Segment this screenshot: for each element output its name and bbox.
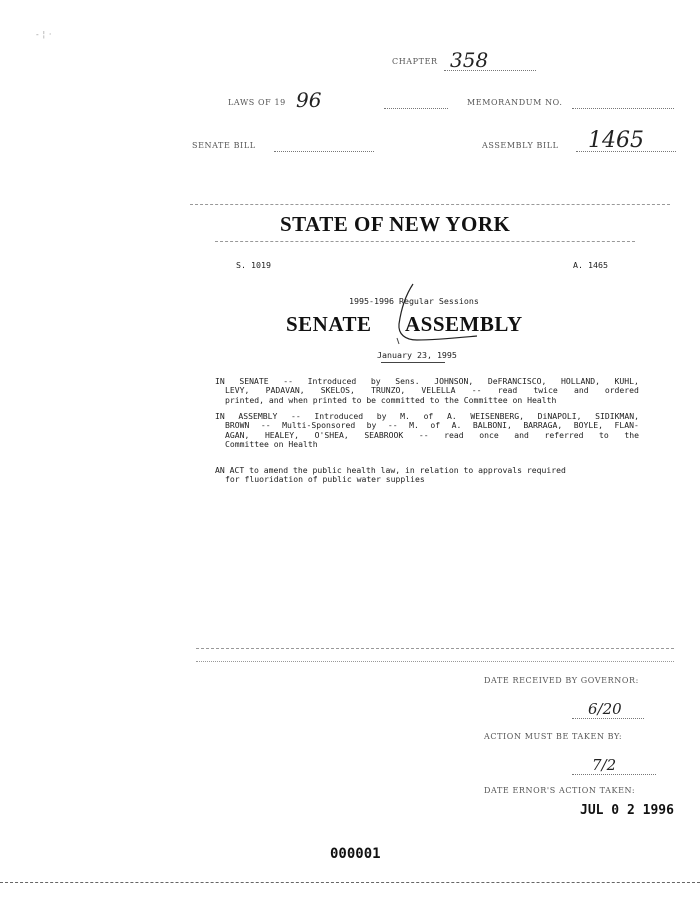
laws-value: 96 — [296, 88, 322, 112]
chapter-value: 358 — [450, 48, 489, 72]
lower-rule-2 — [196, 661, 674, 662]
date-received-line — [572, 718, 644, 719]
laws-label: LAWS OF 19 — [228, 98, 286, 107]
assembly-intro-line: AGAN, HEALEY, O'SHEA, SEABROOK -- read once and referred to the — [225, 429, 639, 440]
memorandum-label: MEMORANDUM NO. — [467, 98, 563, 107]
session: 1995-1996 Regular Sessions — [349, 296, 479, 306]
action-must-line — [572, 774, 656, 775]
act-line: AN ACT to amend the public health law, in relation to approvals required — [215, 465, 566, 475]
assembly-intro-line: IN ASSEMBLY -- Introduced by M. of A. WEISENBERG, DiNAPOLI, SIDIKMAN, — [215, 411, 639, 421]
date-received-value: 6/20 — [588, 700, 622, 718]
senate-bill-line — [274, 151, 374, 152]
senate-intro-line: printed, and when printed to be committed to the Committee on Health — [225, 394, 557, 405]
date-received-label: DATE RECEIVED BY GOVERNOR: — [484, 676, 639, 685]
house-assembly: ASSEMBLY — [405, 312, 523, 336]
title-rule-bottom — [215, 241, 635, 242]
title-rule-top — [190, 204, 670, 205]
assembly-bill-line — [576, 151, 676, 152]
assembly-introduction — [215, 412, 639, 450]
assembly-number: A. 1465 — [573, 260, 608, 270]
document-title: STATE OF NEW YORK — [280, 212, 511, 236]
bottom-scan-edge — [0, 882, 700, 883]
senate-bill-label: SENATE BILL — [192, 141, 256, 150]
act-description — [215, 466, 639, 485]
house-senate: SENATE — [286, 312, 372, 336]
chapter-label: CHAPTER — [392, 57, 438, 66]
senate-introduction — [215, 377, 639, 405]
assembly-bill-label: ASSEMBLY BILL — [482, 141, 559, 150]
action-must-value: 7/2 — [592, 756, 617, 774]
handwritten-bracket-mark — [385, 280, 485, 350]
assembly-intro-line: BROWN -- Multi-Sponsored by -- M. of A. BALBONI, BARRAGA, BOYLE, FLAN- — [225, 420, 639, 431]
senate-intro-line: IN SENATE -- Introduced by Sens. JOHNSON, DeFRANCISCO, HOLLAND, KUHL, — [215, 376, 639, 386]
action-taken-stamp: JUL 0 2 1996 — [580, 803, 674, 818]
date-underline — [381, 362, 445, 363]
action-taken-label: DATE ERNOR'S ACTION TAKEN: — [484, 786, 636, 795]
memorandum-line — [572, 108, 674, 109]
assembly-intro-line: Committee on Health — [225, 439, 318, 450]
chapter-line — [444, 70, 536, 71]
introduction-date: January 23, 1995 — [377, 350, 457, 360]
lower-rule-1 — [196, 648, 674, 649]
assembly-bill-value: 1465 — [588, 128, 644, 153]
act-line: for fluoridation of public water supplies — [225, 474, 425, 485]
laws-line — [384, 108, 448, 109]
page-number: 000001 — [330, 846, 381, 862]
senate-number: S. 1019 — [236, 260, 271, 270]
stray-marks: - ¦ · — [36, 30, 53, 39]
action-must-label: ACTION MUST BE TAKEN BY: — [484, 732, 623, 741]
senate-intro-line: LEVY, PADAVAN, SKELOS, TRUNZO, VELELLA -- read twice and ordered — [225, 385, 639, 396]
